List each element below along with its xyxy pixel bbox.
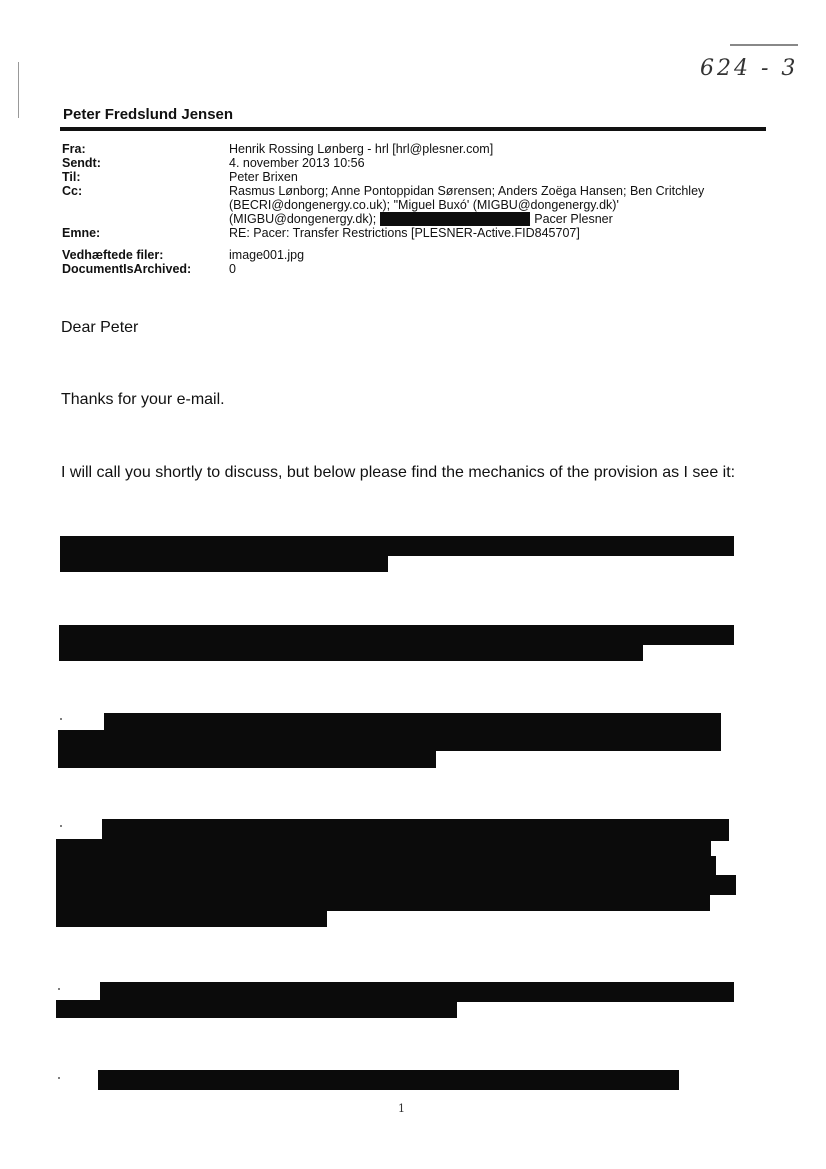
subject-row bbox=[62, 226, 782, 240]
email-headers bbox=[62, 142, 782, 276]
greeting-text: Dear Peter bbox=[61, 319, 139, 336]
redaction-bar bbox=[100, 982, 734, 1002]
sender-name-heading: Peter Fredslund Jensen bbox=[63, 106, 234, 123]
sent-value: 4. november 2013 10:56 bbox=[229, 156, 365, 170]
from-value: Henrik Rossing Lønberg - hrl [hrl@plesner.com] bbox=[229, 142, 494, 156]
cc-label: Cc: bbox=[62, 184, 83, 198]
margin-mark bbox=[18, 62, 19, 118]
redaction-bar bbox=[59, 625, 734, 645]
to-label: Til: bbox=[62, 170, 81, 184]
thanks-text: Thanks for your e-mail. bbox=[61, 391, 225, 408]
bullet-dot bbox=[58, 988, 60, 990]
to-value: Peter Brixen bbox=[229, 170, 298, 184]
cc-row bbox=[62, 184, 782, 226]
redaction-bar bbox=[56, 839, 711, 857]
redaction-bar bbox=[60, 536, 734, 556]
redaction-bar bbox=[59, 643, 643, 661]
bullet-dot bbox=[58, 1077, 60, 1079]
bullet-dot bbox=[60, 825, 62, 827]
cc-line-2: (BECRI@dongenergy.co.uk); "Miguel Buxó' (MIGBU@dongenergy.dk)' bbox=[229, 198, 619, 212]
redaction-bar bbox=[56, 875, 736, 895]
cc-line-1: Rasmus Lønborg; Anne Pontoppidan Sørensen; Anders Zoëga Hansen; Ben Critchley bbox=[229, 184, 705, 198]
scan-mark bbox=[730, 44, 798, 46]
intro-text: I will call you shortly to discuss, but below please find the mechanics of the provision as I see it: bbox=[61, 464, 736, 481]
header-rule bbox=[60, 127, 766, 131]
archived-row bbox=[62, 262, 782, 276]
from-row bbox=[62, 142, 782, 156]
redaction-bar bbox=[56, 1000, 457, 1018]
cc-line-3-end: Pacer Plesner bbox=[534, 212, 613, 226]
redaction-bar bbox=[58, 730, 436, 768]
bullet-dot bbox=[60, 718, 62, 720]
redaction-bar bbox=[102, 819, 729, 841]
cc-value bbox=[229, 184, 769, 226]
redaction-bar bbox=[98, 1070, 679, 1090]
sent-row bbox=[62, 156, 782, 170]
redaction-bar bbox=[56, 909, 327, 927]
attachments-value: image001.jpg bbox=[229, 248, 305, 262]
page-number: 1 bbox=[398, 1102, 405, 1115]
redaction-bar bbox=[56, 856, 716, 876]
from-label: Fra: bbox=[62, 142, 86, 156]
to-row bbox=[62, 170, 782, 184]
archived-value: 0 bbox=[229, 262, 236, 276]
archived-label: DocumentIsArchived: bbox=[62, 262, 192, 276]
cc-line-3-start: (MIGBU@dongenergy.dk); bbox=[229, 212, 377, 226]
attachments-label: Vedhæftede filer: bbox=[62, 248, 164, 262]
handwritten-reference: 624 - 3 bbox=[700, 56, 799, 81]
redaction-bar bbox=[380, 212, 530, 226]
subject-label: Emne: bbox=[62, 226, 101, 240]
subject-value: RE: Pacer: Transfer Restrictions [PLESNER-Active.FID845707] bbox=[229, 226, 580, 240]
redaction-bar bbox=[60, 554, 388, 572]
attachments-row bbox=[62, 248, 782, 262]
sent-label: Sendt: bbox=[62, 156, 101, 170]
